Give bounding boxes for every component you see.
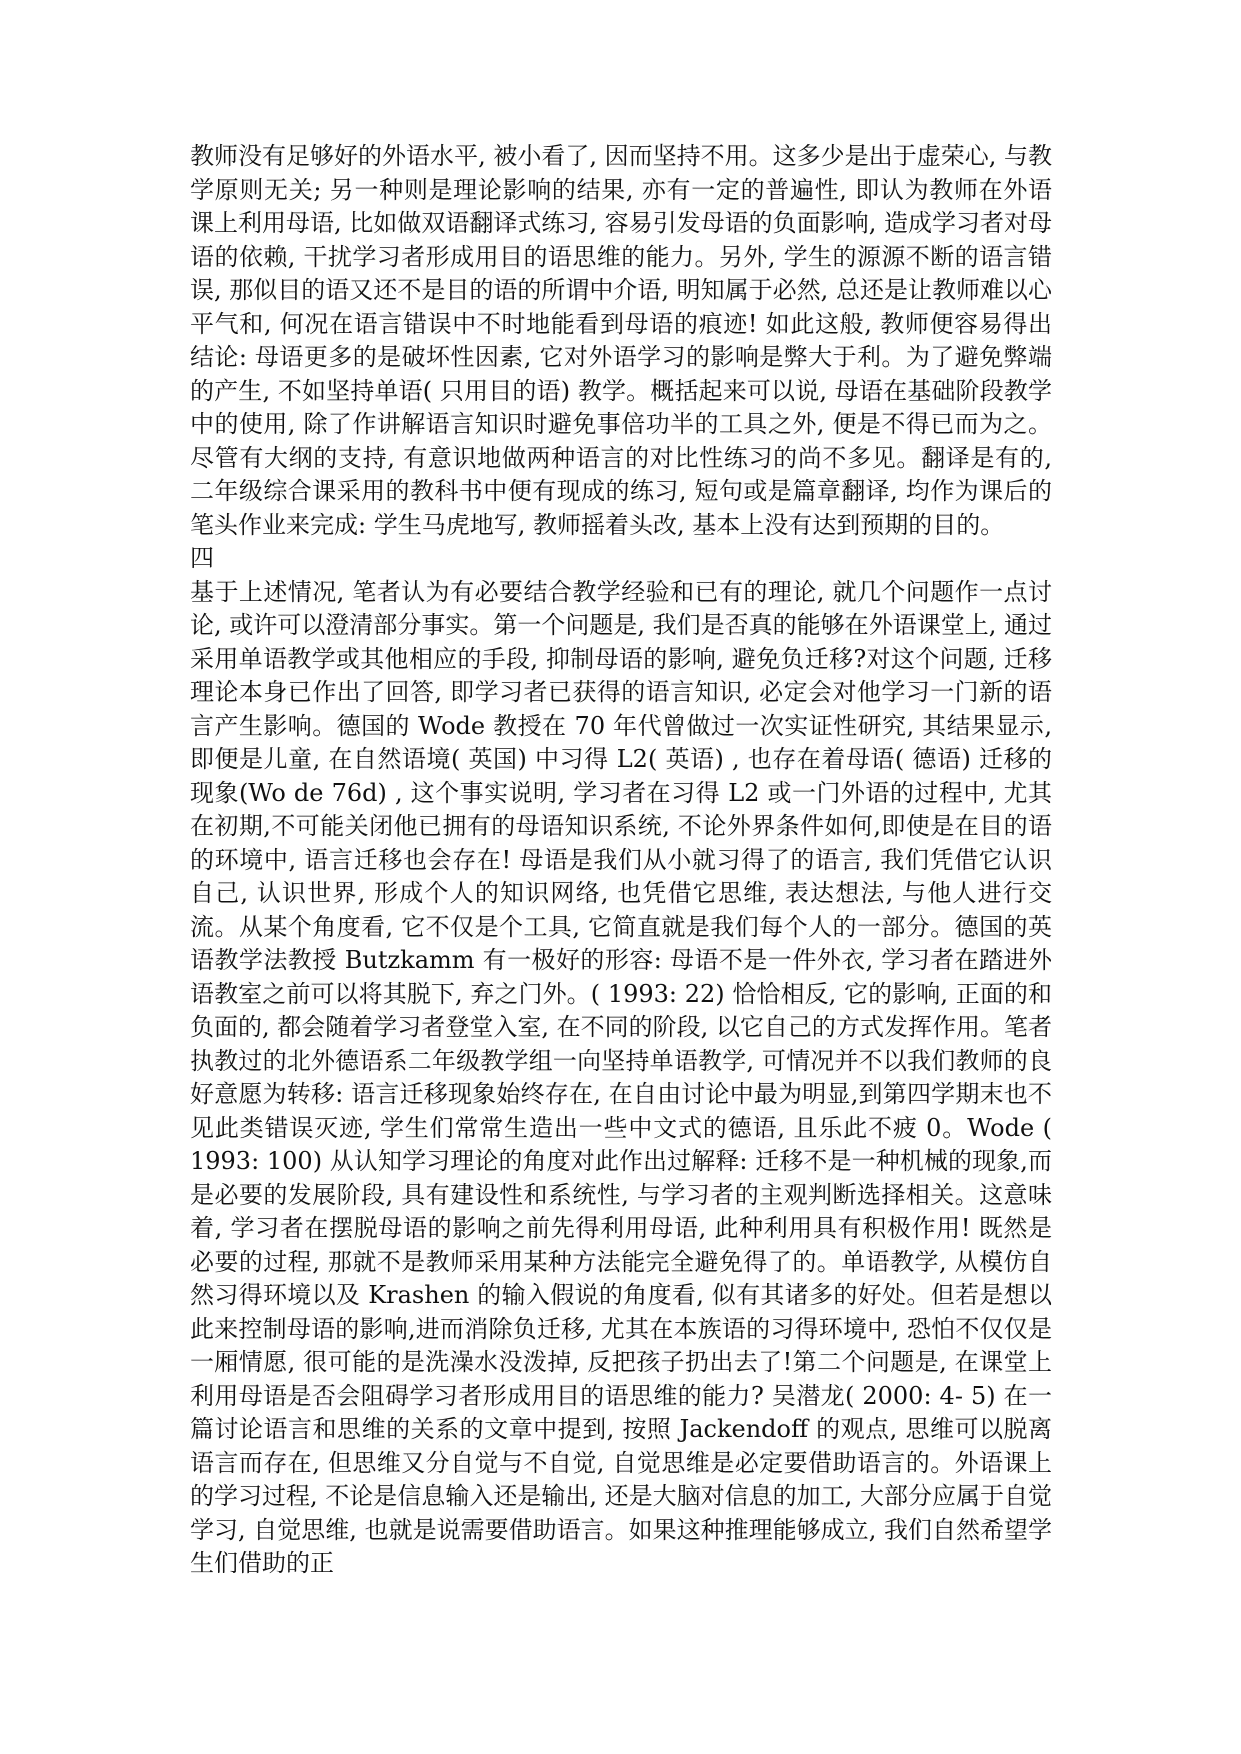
section-heading: 四 [190,544,214,572]
document-page [190,140,1052,1581]
body-paragraph-1: 教师没有足够好的外语水平, 被小看了, 因而坚持不用。这多少是出于虚荣心, 与教学原则无关; 另一种则是理论影响的结果, 亦有一定的普遍性, 即认为教师在外语课上利用母语, 比如做双语翻译式练习, 容易引发母语的负面影响, 造成学习者对母语的依赖, 干扰学习者形成用目的语思维的能力。另外, 学生的源源不断的语言错误, 那似目的语又还不是目的语的所谓中介语, 明知属于必然, 总还是让教师难以心平气和, 何况在语言错误中不时地能看到母语的痕迹! 如此这般, 教师便容易得出结论: 母语更多的是破坏性因素, 它对外语学习的影响是弊大于利。为了避免弊端的产生, 不如坚持单语( 只用目的语) 教学。概括起来可以说, 母语在基础阶段教学中的使用, 除了作讲解语言知识时避免事倍功半的工具之外, 便是不得已而为之。尽管有大纲的支持, 有意识地做两种语言的对比性练习的尚不多见。翻译是有的, 二年级综合课采用的教科书中便有现成的练习, 短句或是篇章翻译, 均作为课后的笔头作业来完成: 学生马虎地写, 教师摇着头改, 基本上没有达到预期的目的。 [190,142,1052,539]
body-paragraph-2: 基于上述情况, 笔者认为有必要结合教学经验和已有的理论, 就几个问题作一点讨论, 或许可以澄清部分事实。第一个问题是, 我们是否真的能够在外语课堂上, 通过采用单语教学或其他相应的手段, 抑制母语的影响, 避免负迁移?对这个问题, 迁移理论本身已作出了回答, 即学习者已获得的语言知识, 必定会对他学习一门新的语言产生影响。德国的 Wode 教授在 70 年代曾做过一次实证性研究, 其结果显示, 即便是儿童, 在自然语境( 英国) 中习得 L2( 英语) , 也存在着母语( 德语) 迁移的现象(Wo de 76d) , 这个事实说明, 学习者在习得 L2 或一门外语的过程中, 尤其在初期,不可能关闭他已拥有的母语知识系统, 不论外界条件如何,即使是在目的语的环境中, 语言迁移也会存在! 母语是我们从小就习得了的语言, 我们凭借它认识自己, 认识世界, 形成个人的知识网络, 也凭借它思维, 表达想法, 与他人进行交流。从某个角度看, 它不仅是个工具, 它简直就是我们每个人的一部分。德国的英语教学法教授 Butzkamm 有一极好的形容: 母语不是一件外衣, 学习者在踏进外语教室之前可以将其脱下, 弃之门外。( 1993: 22) 恰恰相反, 它的影响, 正面的和负面的, 都会随着学习者登堂入室, 在不同的阶段, 以它自己的方式发挥作用。笔者执教过的北外德语系二年级教学组一向坚持单语教学, 可情况并不以我们教师的良好意愿为转移: 语言迁移现象始终存在, 在自由讨论中最为明显,到第四学期末也不见此类错误灭迹, 学生们常常生造出一些中文式的德语, 且乐此不疲 0。Wode ( 1993: 100) 从认知学习理论的角度对此作出过解释: 迁移不是一种机械的现象,而是必要的发展阶段, 具有建设性和系统性, 与学习者的主观判断选择相关。这意味着, 学习者在摆脱母语的影响之前先得利用母语, 此种利用具有积极作用! 既然是必要的过程, 那就不是教师采用某种方法能完全避免得了的。单语教学, 从模仿自然习得环境以及 Krashen 的输入假说的角度看, 似有其诸多的好处。但若是想以此来控制母语的影响,进而消除负迁移, 尤其在本族语的习得环境中, 恐怕不仅仅是一厢情愿, 很可能的是洗澡水没泼掉, 反把孩子扔出去了!第二个问题是, 在课堂上利用母语是否会阻碍学习者形成用目的语思维的能力? 吴潜龙( 2000: 4- 5) 在一篇讨论语言和思维的关系的文章中提到, 按照 Jackendoff 的观点, 思维可以脱离语言而存在, 但思维又分自觉与不自觉, 自觉思维是必定要借助语言的。外语课上的学习过程, 不论是信息输入还是输出, 还是大脑对信息的加工, 大部分应属于自觉学习, 自觉思维, 也就是说需要借助语言。如果这种推理能够成立, 我们自然希望学生们借助的正 [190,577,1052,1577]
